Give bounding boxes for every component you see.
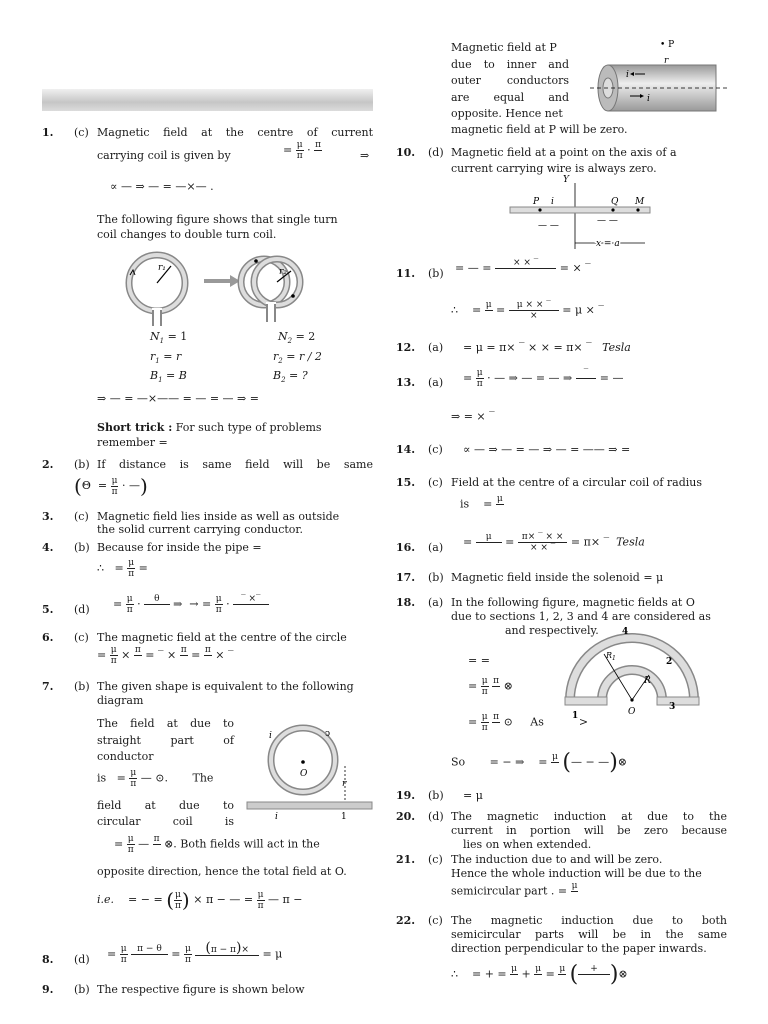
q1-line1: Magnetic field at the centre of current bbox=[97, 126, 373, 139]
q3-option: (c) bbox=[74, 510, 89, 523]
q19-number: 19. bbox=[396, 789, 416, 802]
q17-option: (b) bbox=[428, 571, 444, 584]
fig-r1: $R_1$ bbox=[606, 651, 616, 662]
q7-p2: straight part of bbox=[97, 734, 234, 747]
q12-option: (a) bbox=[428, 341, 444, 354]
q7-option: (b) bbox=[74, 680, 90, 693]
q1-remember: remember = bbox=[97, 436, 168, 449]
q8-number: 8. bbox=[42, 953, 54, 966]
q22-l4: ∴ = + = μ + μ = μ ( + )⊗ bbox=[451, 962, 628, 987]
q22-number: 22. bbox=[396, 914, 416, 927]
q1-line2: carrying coil is given by bbox=[97, 149, 231, 162]
q13-option: (a) bbox=[428, 376, 444, 389]
q21-line2: Hence the whole induction will be due to the bbox=[451, 867, 702, 880]
q11-option: (b) bbox=[428, 267, 444, 280]
q9-option: (b) bbox=[74, 983, 90, 996]
svg-text:— —: — — bbox=[538, 221, 559, 231]
q7-p3: conductor bbox=[97, 750, 154, 763]
q6-formula: = $\frac{\mu}{\pi}$ × π = ‾ × π = π × ‾ bbox=[97, 645, 234, 666]
q16-option: (a) bbox=[428, 541, 444, 554]
q9-number: 9. bbox=[42, 983, 54, 996]
q6-line1: The magnetic field at the centre of the circle bbox=[97, 631, 347, 644]
q20-line3: lies on when extended. bbox=[463, 838, 592, 851]
semicircle-figure bbox=[562, 620, 702, 721]
q15-line1: Field at the centre of a circular coil of radius bbox=[451, 476, 703, 489]
q7-p7: = $\frac{\mu}{\pi}$ — π ⊗. Both fields will act in the bbox=[114, 834, 320, 855]
q1-line3: ∝ — ⇒ — = —×— . bbox=[110, 180, 214, 193]
q20-line2: current in portion will be zero because bbox=[451, 824, 727, 837]
q22-option: (c) bbox=[428, 914, 443, 927]
q10-number: 10. bbox=[396, 146, 416, 159]
q1-frac-num: μ bbox=[296, 140, 303, 150]
q5-option: (d) bbox=[74, 603, 90, 616]
q7-fig-1: 1 bbox=[341, 812, 347, 822]
coax-figure bbox=[590, 40, 740, 115]
fig-i: i bbox=[551, 197, 554, 207]
coax-i1: i bbox=[626, 70, 629, 80]
q18-line2: due to sections 1, 2, 3 and 4 are considered as bbox=[451, 610, 711, 623]
q2-option: (b) bbox=[74, 458, 90, 471]
q7-fig-i: i bbox=[269, 731, 272, 741]
q1-arrow: ⇒ bbox=[360, 149, 370, 162]
q15-line2: is = μ bbox=[460, 494, 503, 511]
r-intro-l2: due to inner and bbox=[451, 58, 569, 71]
q22-line2: semicircular parts will be in the same bbox=[451, 928, 727, 941]
q3-line2: the solid current carrying conductor. bbox=[97, 523, 303, 536]
coax-p: • P bbox=[660, 40, 675, 50]
fig-p: P bbox=[533, 197, 540, 207]
q21-line3: semicircular part . = μ bbox=[451, 881, 578, 898]
fig-2: 2 bbox=[666, 657, 673, 667]
q15-number: 15. bbox=[396, 476, 416, 489]
q17-line1: Magnetic field inside the solenoid = μ bbox=[451, 571, 664, 584]
q2-line1: If distance is same field will be same bbox=[97, 458, 373, 471]
q18-e1: = = bbox=[468, 654, 490, 667]
q16-number: 16. bbox=[396, 541, 416, 554]
q22-line3: direction perpendicular to the paper inwards. bbox=[451, 942, 707, 955]
q7-p5: field at due to bbox=[97, 799, 234, 812]
q3-number: 3. bbox=[42, 510, 54, 523]
q1-option: (c) bbox=[74, 126, 89, 139]
fig-4: 4 bbox=[622, 627, 629, 637]
q13-l1: = $\frac{\mu}{\pi}$ · — ⇒ — = — ⇒ ‾ = — bbox=[463, 368, 624, 389]
q4-option: (b) bbox=[74, 541, 90, 554]
q17-number: 17. bbox=[396, 571, 416, 584]
q21-number: 21. bbox=[396, 853, 416, 866]
fig-r2: R bbox=[644, 676, 651, 686]
q19-line1: = μ bbox=[463, 789, 483, 802]
q20-option: (d) bbox=[428, 810, 444, 823]
q14-line1: ∝ — ⇒ — = — ⇒ — = —— ⇒ = bbox=[463, 443, 631, 456]
svg-text:— —: — — bbox=[597, 216, 618, 226]
q18-e3: = $\frac{\mu}{\pi}$ π ⊙ As > bbox=[468, 712, 589, 733]
q12-line1: = μ = π× ‾ × × = π× ‾ Tesla bbox=[463, 341, 631, 354]
q1-formula: = $\frac{\mu}{\pi}$ · π bbox=[283, 140, 322, 161]
r1-label: r₁ bbox=[158, 263, 166, 273]
q19-option: (b) bbox=[428, 789, 444, 802]
q1-fig-intro1: The following figure shows that single turn bbox=[97, 213, 338, 226]
q22-line1: The magnetic induction due to both bbox=[451, 914, 727, 927]
q13-number: 13. bbox=[396, 376, 416, 389]
q3-line1: Magnetic field lies inside as well as outside bbox=[97, 510, 340, 523]
q1-number: 1. bbox=[42, 126, 54, 139]
q8-formula: = $\frac{\mu}{\pi}$ π − θ = $\frac{\mu}{\pi}$ (π − π)× = μ bbox=[107, 940, 283, 965]
q7-fig-o: O bbox=[300, 769, 308, 779]
q4-line1: Because for inside the pipe = bbox=[97, 541, 262, 554]
q7-number: 7. bbox=[42, 680, 54, 693]
q1-fig-intro2: coil changes to double turn coil. bbox=[97, 228, 277, 241]
left-segment bbox=[565, 697, 607, 705]
q18-e2: = $\frac{\mu}{\pi}$ π ⊗ bbox=[468, 676, 513, 697]
q7-fig-r: r bbox=[342, 779, 347, 789]
q13-l2: ⇒ = × ‾ bbox=[451, 410, 495, 423]
q12-number: 12. bbox=[396, 341, 416, 354]
q4-formula: ∴ = $\frac{\mu}{\pi}$ = bbox=[97, 558, 148, 579]
q7-p6: circular coil is bbox=[97, 815, 234, 828]
axis-wire bbox=[510, 207, 650, 213]
q7-p9: i.e. = − = ( $\frac{\mu}{\pi}$ ) × π − — = $\frac{\mu}{\pi}$ — π − bbox=[97, 888, 303, 912]
r-intro-l6: magnetic field at P will be zero. bbox=[451, 123, 628, 136]
q1-b1: $B_1 = B$ bbox=[150, 369, 187, 385]
q11-l1: = — = × × ‾ = × ‾ bbox=[455, 258, 591, 275]
r-intro-l4: are equal and bbox=[451, 91, 569, 104]
q1-b2: $B_2$ = ? bbox=[273, 369, 308, 385]
q20-number: 20. bbox=[396, 810, 416, 823]
q7-line1: The given shape is equivalent to the following bbox=[97, 680, 354, 693]
fig-y: Y bbox=[563, 175, 569, 185]
q2-number: 2. bbox=[42, 458, 54, 471]
q1-frac2-num: π bbox=[315, 140, 322, 150]
q7-p4: is = $\frac{\mu}{\pi}$ — ⊙. The bbox=[97, 768, 214, 789]
q1-n1: $N_1 = 1$ bbox=[150, 330, 188, 346]
q7-fig-mark: ↄ bbox=[325, 729, 331, 739]
q21-option: (c) bbox=[428, 853, 443, 866]
q10-line1: Magnetic field at a point on the axis of a bbox=[451, 146, 677, 159]
fig-q: Q bbox=[611, 197, 619, 207]
fig-3: 3 bbox=[669, 702, 676, 712]
q7-fig-i2: i bbox=[275, 812, 278, 822]
q7-figure bbox=[245, 722, 375, 822]
fig-1: 1 bbox=[572, 711, 579, 721]
q1-r2: $r_2 = r / 2$ bbox=[273, 350, 322, 366]
q1-short-trick: Short trick : For such type of problems bbox=[97, 421, 322, 434]
r2-label: r₂ bbox=[279, 267, 287, 277]
q14-number: 14. bbox=[396, 443, 416, 456]
r-intro-l1: Magnetic field at P bbox=[451, 41, 557, 54]
q8-option: (d) bbox=[74, 953, 90, 966]
q2-formula: (Θ = $\frac{\mu}{\pi}$ · —) bbox=[74, 474, 148, 498]
q16-formula: = μ = π× ‾ × × × × ‾ = π× ‾ Tesla bbox=[463, 532, 645, 553]
q1-n2: $N_2 = 2$ bbox=[278, 330, 316, 346]
coax-i2: i bbox=[647, 94, 650, 104]
axis-figure bbox=[505, 173, 665, 253]
q11-number: 11. bbox=[396, 267, 416, 280]
q6-option: (c) bbox=[74, 631, 89, 644]
q18-option: (a) bbox=[428, 596, 444, 609]
r-intro-l3: outer conductors bbox=[451, 74, 569, 87]
header-bar bbox=[42, 89, 373, 111]
q5-number: 5. bbox=[42, 603, 54, 616]
q1-frac-den: π bbox=[296, 151, 303, 161]
q21-line1: The induction due to and will be zero. bbox=[451, 853, 663, 866]
fig-m: M bbox=[635, 197, 645, 207]
q1-r1: $r_1 = r$ bbox=[150, 350, 182, 366]
q7-p1: The field at due to bbox=[97, 717, 234, 730]
q6-number: 6. bbox=[42, 631, 54, 644]
q15-option: (c) bbox=[428, 476, 443, 489]
fig-xa: x = a bbox=[596, 239, 620, 249]
q4-number: 4. bbox=[42, 541, 54, 554]
q1-result: ⇒ — = —×—— = — = — ⇒ = bbox=[97, 392, 259, 405]
q18-so: So = − ⇒ = μ (— − —)⊗ bbox=[451, 750, 627, 775]
fig-o: O bbox=[628, 707, 636, 717]
q18-line1: In the following figure, magnetic fields at O bbox=[451, 596, 695, 609]
right-segment bbox=[657, 697, 699, 705]
coil-figure bbox=[122, 248, 322, 328]
q20-line1: The magnetic induction at due to the bbox=[451, 810, 727, 823]
q14-option: (c) bbox=[428, 443, 443, 456]
q11-l2: ∴ = μ = μ × × ‾ × = μ × ‾ bbox=[451, 300, 604, 321]
q7-p8: opposite direction, hence the total field at O. bbox=[97, 865, 347, 878]
q10-option: (d) bbox=[428, 146, 444, 159]
r-intro-l5: opposite. Hence net bbox=[451, 107, 563, 120]
q18-number: 18. bbox=[396, 596, 416, 609]
q5-formula: = $\frac{\mu}{\pi}$ · θ ⇒ → = $\frac{\mu}{\pi}$ · ‾ ×‾ bbox=[113, 594, 269, 615]
coax-r: r bbox=[664, 56, 669, 66]
q9-line1: The respective figure is shown below bbox=[97, 983, 305, 996]
q10-line2: current carrying wire is always zero. bbox=[451, 162, 657, 175]
q18-line3: and respectively. bbox=[505, 624, 599, 637]
q7-straight-wire bbox=[247, 802, 372, 809]
q7-line2: diagram bbox=[97, 694, 144, 707]
